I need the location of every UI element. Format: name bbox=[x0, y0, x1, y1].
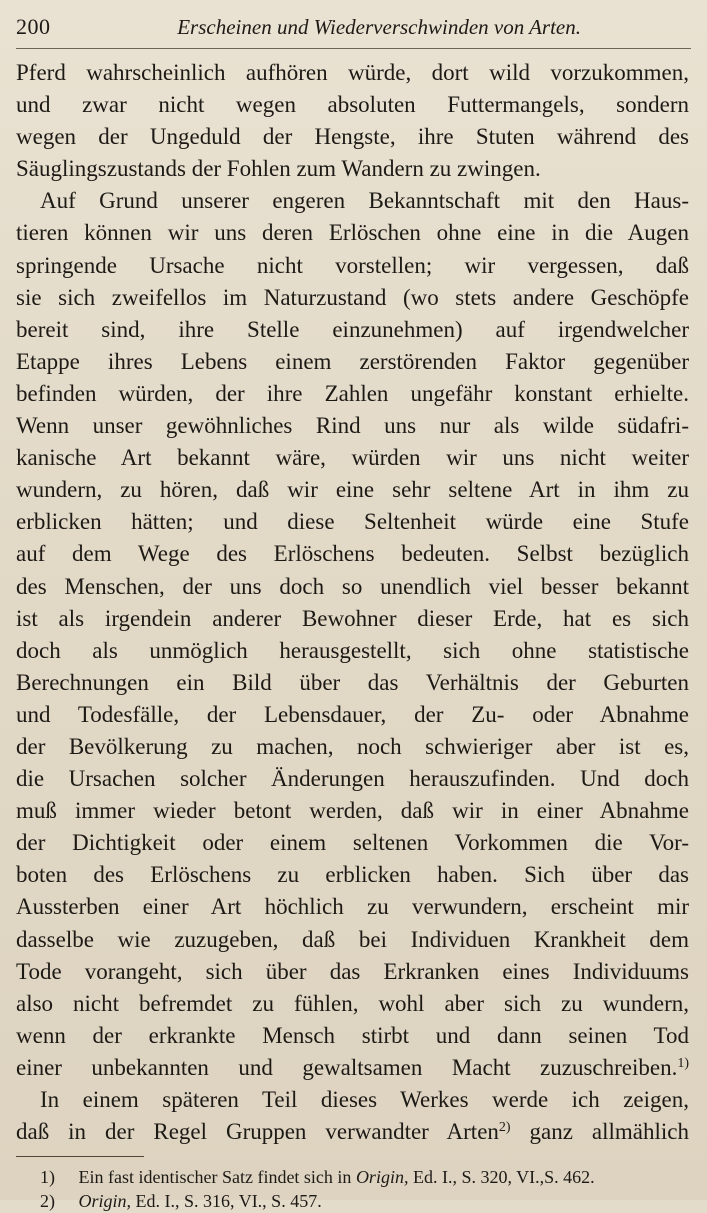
body-text bbox=[16, 57, 695, 1148]
text-line: wegen der Ungeduld der Hengste, ihre Stuten während des bbox=[16, 124, 689, 150]
text-line: auf dem Wege des Erlöschens bedeuten. Selbst bezüglich bbox=[16, 541, 689, 567]
text-line: bereit sind, ihre Stelle einzunehmen) auf irgendwelcher bbox=[16, 316, 689, 342]
text-line: sie sich zweifellos im Naturzustand (wo stets andere Geschöpfe bbox=[16, 284, 689, 310]
footnote-number: 1) bbox=[40, 1167, 55, 1188]
text-line: In einem späteren Teil dieses Werkes werde ich zeigen, bbox=[40, 1087, 689, 1112]
text-line: wenn der erkrankte Mensch stirbt und dann seinen Tod bbox=[16, 1022, 689, 1048]
text-line: der Dichtigkeit oder einem seltenen Vorkommen die Vor- bbox=[16, 830, 689, 856]
text-line: kanische Art bekannt wäre, würden wir uns nicht weiter bbox=[16, 445, 689, 471]
text-line: Tode vorangeht, sich über das Erkranken eines Individuums bbox=[16, 958, 689, 984]
footnote bbox=[16, 1189, 695, 1213]
footnote-text: Ein fast identischer Satz findet sich in bbox=[78, 1167, 352, 1188]
text-line: Pferd wahrscheinlich aufhören würde, dort wild vorzukommen, bbox=[16, 60, 689, 85]
footnote-text: Ed. I., S. 316, VI., S. 457. bbox=[135, 1191, 322, 1212]
text-line: Säuglingszustands der Fohlen zum Wandern zu zwingen. bbox=[16, 156, 541, 182]
text-line: Berechnungen ein Bild über das Verhältnis der Geburten bbox=[16, 669, 689, 695]
text-line: Etappe ihres Lebens einem zerstörenden Faktor gegenüber bbox=[16, 348, 689, 374]
text-line: also nicht befremdet zu fühlen, wohl aber sich zu wundern, bbox=[16, 990, 689, 1016]
text-line: Wenn unser gewöhnliches Rind uns nur als wilde südafri- bbox=[16, 413, 689, 439]
text-segment: daß in der Regel Gruppen verwandter Arten bbox=[16, 1119, 499, 1145]
footnote-text: Ed. I., S. 320, VI.,S. 462. bbox=[412, 1167, 595, 1188]
text-line: springende Ursache nicht vorstellen; wir vergessen, daß bbox=[16, 252, 689, 278]
footnote-number: 2) bbox=[40, 1191, 55, 1212]
footnote-divider bbox=[16, 1156, 144, 1157]
text-line: wundern, zu hören, daß wir eine sehr seltene Art in ihm zu bbox=[16, 477, 689, 503]
text-segment: ganz allmählich bbox=[529, 1119, 689, 1145]
running-title: Erscheinen und Wiederverschwinden von Arten. bbox=[177, 15, 581, 39]
text-line: erblicken hätten; und diese Seltenheit würde eine Stufe bbox=[16, 509, 689, 535]
text-line: befinden würden, der ihre Zahlen ungefähr konstant erhielte. bbox=[16, 380, 689, 406]
page-number: 200 bbox=[16, 14, 51, 39]
footnote-citation: Origin, bbox=[355, 1167, 409, 1188]
page-header bbox=[16, 14, 691, 49]
text-line: die Ursachen solcher Änderungen herauszufinden. Und doch bbox=[16, 766, 689, 792]
text-line: tieren können wir uns deren Erlöschen ohne eine in die Augen bbox=[16, 220, 689, 246]
footnote-marker: 1) bbox=[677, 1055, 689, 1071]
text-line: Aussterben einer Art höchlich zu verwundern, erscheint mir bbox=[16, 894, 689, 920]
text-line: und Todesfälle, der Lebensdauer, der Zu- oder Abnahme bbox=[16, 701, 689, 727]
text-line: doch als unmöglich herausgestellt, sich ohne statistische bbox=[16, 637, 689, 663]
text-line bbox=[16, 1116, 689, 1148]
text-segment: einer unbekannten und gewaltsamen Macht zuzuschreiben. bbox=[16, 1054, 678, 1080]
footnote-citation: Origin, bbox=[78, 1191, 132, 1212]
footnote-marker: 2) bbox=[498, 1120, 511, 1136]
footnote bbox=[16, 1165, 695, 1189]
text-line: dasselbe wie zuzugeben, daß bei Individuen Krankheit dem bbox=[16, 926, 689, 952]
text-line: der Bevölkerung zu machen, noch schwieriger aber ist es, bbox=[16, 733, 689, 759]
text-line: ist als irgendein anderer Bewohner dieser Erde, hat es sich bbox=[16, 605, 689, 631]
text-line: muß immer wieder betont werden, daß wir in einer Abnahme bbox=[16, 798, 689, 824]
text-line: des Menschen, der uns doch so unendlich viel besser bekannt bbox=[16, 573, 689, 599]
text-line: boten des Erlöschens zu erblicken haben. Sich über das bbox=[16, 862, 689, 888]
text-line: und zwar nicht wegen absoluten Futtermangels, sondern bbox=[16, 92, 689, 118]
text-line: Auf Grund unserer engeren Bekanntschaft mit den Haus- bbox=[40, 188, 689, 214]
text-line bbox=[16, 1052, 689, 1084]
